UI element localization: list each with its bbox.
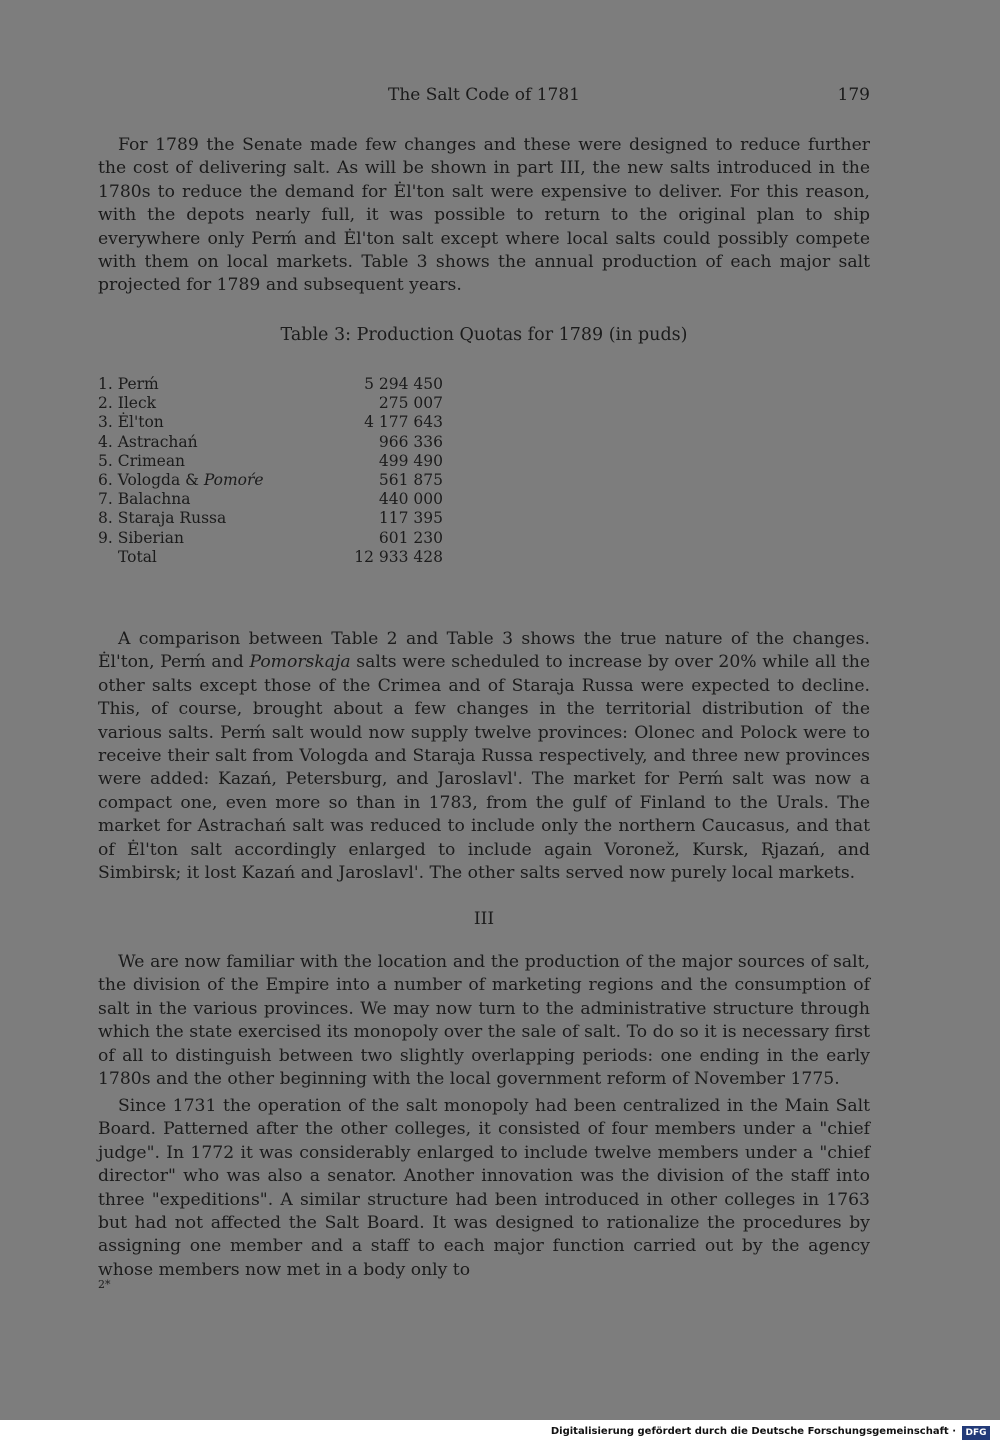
paragraph-4 <box>98 1095 870 1282</box>
table-row-name-prefix: 6. Vologda & <box>98 470 204 489</box>
banner-text: Digitalisierung gefördert durch die Deutsche Forschungsgemeinschaft · <box>550 1426 956 1437</box>
table-row-value: 966 336 <box>378 432 443 451</box>
signature-mark: 2* <box>98 1278 111 1291</box>
page-number: 179 <box>837 85 870 105</box>
paragraph-1-text: For 1789 the Senate made few changes and these were designed to reduce further the cost of delivering salt. As will be shown in part III, the new salts introduced in the 1780s to reduce the demand for Ėl'ton salt were expensive to deliver. For this reason, with the depots nearly full, it was possible to return to the original plan to ship everywhere only Perḿ and Ėl'ton salt except where local salts could possibly compete with them on local markets. Table 3 shows the annual production of each major salt projected for 1789 and subsequent years. <box>98 135 870 296</box>
table-row-value: 440 000 <box>378 490 443 509</box>
table-total-value: 12 933 428 <box>354 547 443 566</box>
table-row-value: 561 875 <box>378 470 443 489</box>
table-row-name: 9. Siberian <box>98 528 184 547</box>
table-row-value: 275 007 <box>378 394 443 413</box>
table-row-name: 4. Astrachań <box>98 432 198 451</box>
table-row <box>98 490 443 509</box>
table-row-value: 117 395 <box>378 509 443 528</box>
table-row-name <box>98 471 264 490</box>
table-row <box>98 509 443 528</box>
paragraph-1 <box>98 134 870 298</box>
section-heading: III <box>473 909 495 929</box>
table-row-value: 601 230 <box>378 528 443 547</box>
table-row <box>98 433 443 452</box>
table-row-value: 4 177 643 <box>364 413 443 432</box>
table-row-name: 3. Ėl'ton <box>98 413 164 432</box>
table-row <box>98 452 443 471</box>
running-title: The Salt Code of 1781 <box>388 85 580 105</box>
dfg-logo-icon: DFG <box>962 1426 990 1440</box>
paragraph-3-text: We are now familiar with the location and the production of the major sources of salt, the division of the Empire into a number of marketing regions and the consumption of salt in the various provinces. We may now turn to the administrative structure through which the state exercised its monopoly over the sale of salt. To do so it is necessary first of all to distinguish between two slightly overlapping periods: one ending in the early 1780s and the other beginning with the local government reform of November 1775. <box>98 952 870 1090</box>
table-row <box>98 413 443 432</box>
table-row <box>98 529 443 548</box>
paragraph-3 <box>98 951 870 1091</box>
table-row-name: 1. Perḿ <box>98 375 159 393</box>
table-total-label: Total <box>118 547 157 566</box>
paragraph-2 <box>98 628 870 885</box>
table-row <box>98 375 443 394</box>
table-row <box>98 394 443 413</box>
paragraph-4-text: Since 1731 the operation of the salt monopoly had been centralized in the Main Salt Board. Patterned after the other colleges, it consisted of four members under a "chief judge". In 1772 it was considerably enlarged to include twelve members under a "chief director" who was also a senator. Another innovation was the division of the staff into three "expeditions". A similar structure had been introduced in other colleges in 1763 but had not affected the Salt Board. It was designed to rationalize the procedures by assigning one member and a staff to each major function carried out by the agency whose members now met in a body only to <box>98 1096 870 1280</box>
table-row-name: 5. Crimean <box>98 451 186 470</box>
table-row-name: 7. Balachna <box>98 490 191 509</box>
table-total-row <box>98 548 443 567</box>
paragraph-2-italic: Pomorskaja <box>249 652 351 673</box>
paragraph-2-text-b: salts were scheduled to increase by over 20% while all the other salts except those of the Crimea and of Staraja Russa were expected to decline. This, of course, brought about a few changes in the territorial distribution of the various salts. Perḿ salt would now supply twelve provinces: Olonec and Polock were to receive their salt from Vologda and Staraja Russa respectively, and three new provinces were added: Kazań, Petersburg, and Jaroslavl'. The market for Perḿ salt was now a compact one, even more so than in 1783, from the gulf of Finland to the Urals. The market for Astrachań salt was reduced to include only the northern Caucasus, and that of Ėl'ton salt accordingly enlarged to include again Voronež, Kursk, Rjazań, and Simbirsk; it lost Kazań and Jaroslavl'. The other salts served now purely local markets. <box>98 652 871 884</box>
table-row-name: 8. Staraja Russa <box>98 509 227 528</box>
digitization-banner <box>0 1420 1000 1447</box>
paragraph-2-text-a: A comparison between Table 2 and Table 3 shows the true nature of the changes. Ėl'ton, Perḿ and <box>98 629 870 673</box>
table-row-value: 5 294 450 <box>364 375 443 393</box>
table-row-value: 499 490 <box>378 451 443 470</box>
table-row-name-italic: Pomoŕe <box>203 470 264 489</box>
table-row <box>98 471 443 490</box>
running-head <box>98 85 870 111</box>
production-quota-table <box>98 375 443 567</box>
table-row-name: 2. Ileck <box>98 394 157 413</box>
table-caption: Table 3: Production Quotas for 1789 (in puds) <box>280 325 688 345</box>
